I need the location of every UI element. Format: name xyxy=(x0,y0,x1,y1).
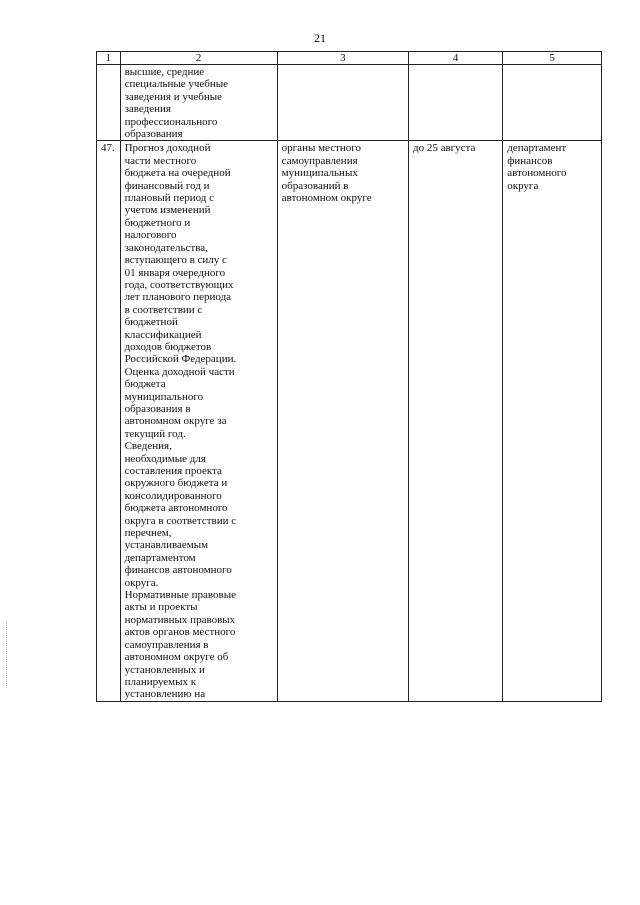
row-number: 47. xyxy=(97,141,121,701)
row-recipient xyxy=(503,65,602,141)
row-recipient: департамент финансов автономного округа xyxy=(503,141,602,701)
table-header-row xyxy=(97,52,602,65)
row-number xyxy=(97,65,121,141)
row-deadline: до 25 августа xyxy=(408,141,502,701)
table-row xyxy=(97,65,602,141)
column-header-1: 1 xyxy=(97,52,121,65)
row-deadline xyxy=(408,65,502,141)
table-row xyxy=(97,141,602,701)
row-responsible xyxy=(277,65,408,141)
page-number: 21 xyxy=(314,31,326,45)
column-header-4: 4 xyxy=(408,52,502,65)
row-description: высшие, средние специальные учебные заведения и учебные заведения профессионального образования xyxy=(120,65,277,141)
column-header-2: 2 xyxy=(120,52,277,65)
column-header-5: 5 xyxy=(503,52,602,65)
row-description: Прогноз доходной части местного бюджета на очередной финансовый год и плановый период с учетом изменений бюджетного и налогового законодательства, вступающего в силу с 01 января очередного года, соответствующих лет планового периода в соответствии с бюджетной классификацией доходов бюджетов Российской Федерации. Оценка доходной части бюджета муниципального образования в автономном округе за текущий год. Сведения, необходимые для составления проекта окружного бюджета и консолидированного бюджета автономного округа в соответствии с перечнем, устанавливаемым департаментом финансов автономного округа. Нормативные правовые акты и проекты нормативных правовых актов органов местного самоуправления в автономном округе об установленных и планируемых к установлению на xyxy=(120,141,277,701)
document-table xyxy=(96,51,602,702)
row-responsible: органы местного самоуправления муниципальных образований в автономном округе xyxy=(277,141,408,701)
scan-margin-marks xyxy=(6,622,8,688)
column-header-3: 3 xyxy=(277,52,408,65)
